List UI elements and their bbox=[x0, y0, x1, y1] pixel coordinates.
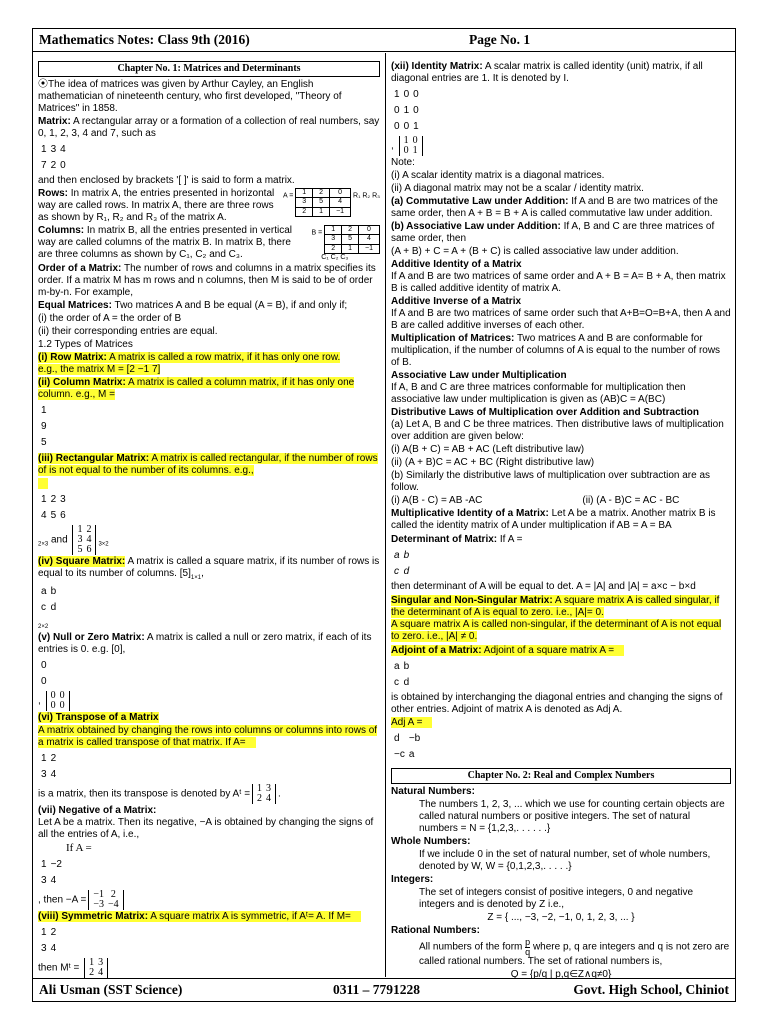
note-heading: Note: bbox=[391, 157, 415, 168]
multiplication-matrices: Multiplication of Matrices: Two matrices A and B are conformable for multiplication, if the number of columns of A is equal to the number of rows of B. bbox=[391, 333, 721, 368]
rows-diagram: A = 1 2 0 3 5 4 2 1 −1 R₁ R₂ R₃ bbox=[283, 189, 380, 215]
multiplicative-identity: Multiplicative Identity of a Matrix: Let A be a matrix. Another matrix B is called the identity matrix of A under multiplication if AB = A = BA bbox=[391, 508, 716, 531]
columns-diagram: B = 1 2 0 3 5 4 2 1 −1 C₁ C₂ C₃ bbox=[312, 225, 380, 263]
left-column: Chapter No. 1: Matrices and Determinants ⦿The idea of matrices was given by Arthur Cayley, an English mathematician of nineteenth century, who first developed, "Theory of Matrices" in 1858. Matrix: A rectangular array or a formation of a collection of real numbers, say 0, 1, 2, 3, 4 and 7, such as 1 3 4 7 2 0 and then enclosed by brackets '[ ]' is said to form a matrix. Rows: In matrix A, the entries presented in horizontal way are called rows. In matrix A, there are three rows as shown by R₁, R₂ and R₃ of the matrix A. A = 1 2 0 3 5 4 2 1 −1 R₁ R₂ R₃ Columns: In matrix B, all the entries presented in vertical way are called columns of the matrix B. In matrix B, there are three columns as shown by C₁, C₂ and C₃. B = 1 2 0 3 5 4 2 1 −1 C₁ C₂ C₃ Order of a Matrix: The number of rows and columns in a matrix specifies its order. If a matrix M has m rows and n columns, then M is said to be of order m-by-n. For example, Equal Matrices: Two matrices A and B be equal (A = B), if and only if; (i) the order of A = the order of B (ii) their corresponding entries are equal. 1.2 Types of Matrices (i) Row Matrix: A matrix is called a row matrix, if it has only one row. e.g., the matrix M = [2 −1 7] (ii) Column Matrix: A matrix is called a column matrix, if it has only one column. e.g., M = 1 9 5 (iii) Rectangular Matrix: A matrix is called rectangular, if the number of rows of is not equal to the number of its columns. e.g., 1 2 3 4 5 6 $_{2\times 3}$ and 1 2 3 4 5 6 $_{3\times 2}$ (iv) Square Matrix: A matrix is called a square matrix, if its number of rows is equal to its number of columns. $[5]_{1\times 1}$, a b c d $_{2\times 2}$ (v) Null or Zero Matrix: A matrix is called a null or zero matrix, if each of its entries is 0. e.g. [0], 0 0 , 0 0 0 0 (vi) Transpose of a Matrix A matrix obtained by changing the rows into columns or columns into rows of a matrix is called transpose of that matrix. If A= 1 2 3 4 is a matrix, then its transpose is denoted by Aᵗ = 1 3 2 4 . (vii) Negative of a Matrix: Let A be a matrix. Then its negative, −A is obtained by changing the signs of all the entries of A, i.e., If A = 1 −2 3 4 , then −A = −1 2 −3 −4 (viii) Symmetric Matrix: A square matrix A is symmetric, if Aᵗ= A. If M= 1 2 3 4 then Mᵗ = 1 3 2 4 bbox=[38, 61, 380, 979]
symmetric-matrix: (viii) Symmetric Matrix: A square matrix A is symmetric, if Aᵗ= A. If M= bbox=[38, 911, 380, 923]
header-title: Mathematics Notes: Class 9th (2016) bbox=[39, 32, 250, 47]
notes-page bbox=[32, 28, 736, 1002]
column-matrix: (ii) Column Matrix: A matrix is called a column matrix, if it has only one column. e.g., M = bbox=[38, 376, 355, 400]
commutative-law: (a) Commutative Law under Addition: If A and B are two matrices of the same order, then A + B = B + A is called commutative law under addition. bbox=[391, 196, 718, 219]
column-divider bbox=[385, 53, 386, 977]
matrix-label: Matrix: bbox=[38, 116, 71, 127]
negative-example: If A = bbox=[66, 841, 92, 854]
additive-identity: Additive Identity of a Matrix If A and B are two matrices of same order and A + B = A= B + A, then matrix B is called additive identity of matrix A. bbox=[391, 259, 726, 294]
chapter-1-title: Chapter No. 1: Matrices and Determinants bbox=[38, 61, 380, 77]
integers: Integers: bbox=[391, 874, 434, 885]
associative-law-addition: (b) Associative Law under Addition: If A, B and C are three matrices of same order, then bbox=[391, 221, 715, 244]
rational-numbers: Rational Numbers: bbox=[391, 925, 480, 936]
adjoint-matrix: Adjoint of a Matrix: Adjoint of a square matrix A = bbox=[391, 645, 731, 657]
rectangular-matrix: (iii) Rectangular Matrix: A matrix is called rectangular, if the number of rows of is not equal to the number of its columns. e.g., bbox=[38, 452, 378, 476]
natural-numbers: Natural Numbers: bbox=[391, 786, 475, 797]
columns-section: Columns: In matrix B, all the entries presented in vertical way are called columns of the matrix B. In matrix B, there are three columns as shown by C₁, C₂ and C₃. B = 1 2 0 3 5 4 2 1 −1 C₁ C₂ C₃ bbox=[38, 225, 380, 263]
associative-law-multiplication: Associative Law under Multiplication If A, B and C are three matrices conformable for multiplication then associative law under multiplication is given as (AB)C = A(BC) bbox=[391, 370, 686, 405]
transpose-heading: (vi) Transpose of a Matrix bbox=[38, 711, 159, 723]
matrix-definition: Matrix: A rectangular array or a formation of a collection of real numbers, say 0, 1, 2, 3, 4 and 7, such as bbox=[38, 116, 380, 139]
footer-author: Ali Usman (SST Science) bbox=[39, 982, 183, 997]
singular-matrix: Singular and Non-Singular Matrix: A square matrix A is called singular, if the determinant of A is equal to zero. i.e., |A|= 0. A square matrix A is called non-singular, if the determinant of A is not equal to zero. i.e., |A| ≠ 0. bbox=[391, 595, 722, 642]
order-definition: Order of a Matrix: The number of rows and columns in a matrix specifies its order. If a matrix M has m rows and n columns, then M is said to be of order m-by-n. For example, bbox=[38, 262, 376, 298]
row-matrix: (i) Row Matrix: A matrix is called a row matrix, if it has only one row. e.g., the matrix M = [2 −1 7] bbox=[38, 351, 341, 375]
transpose-text: A matrix obtained by changing the rows into columns or columns into rows of a matrix is called transpose of that matrix. If A= bbox=[38, 724, 378, 748]
right-column: (xii) Identity Matrix: A scalar matrix is called identity (unit) matrix, if all diagonal entries are 1. It is denoted by I. 1 0 0 0 1 0 0 0 1 , 1 0 0 1 Note: (i) A scalar identity matrix is a diagonal matrices. (ii) A diagonal matrix may not be a scalar / identity matrix. (a) Commutative Law under Addition: If A and B are two matrices of the same order, then A + B = B + A is called commutative law under addition. (b) Associative Law under Addition: If A, B and C are three matrices of same order, then (A + B) + C = A + (B + C) is called associative law under addition. Additive Identity of a Matrix If A and B are two matrices of same order and A + B = A= B + A, then matrix B is called additive identity of matrix A. Additive Inverse of a Matrix If A and B are two matrices of same order such that A+B=O=B+A, then A and B are called additive inverses of each other. Multiplication of Matrices: Two matrices A and B are conformable for multiplication, if the number of columns of A is equal to the number of rows of B. Associative Law under Multiplication If A, B and C are three matrices conformable for multiplication then associative law under multiplication is given as (AB)C = A(BC) Distributive Laws of Multiplication over Addition and Subtraction (a) Let A, B and C be three matrices. Then distributive laws of multiplication over addition are given below: (i) A(B + C) = AB + AC (Left distributive law) (ii) (A + B)C = AC + BC (Right distributive law) (b) Similarly the distributive laws of multiplication over subtraction are as follow. (i) A(B - C) = AB -AC (ii) (A - B)C = AC - BC Multiplicative Identity of a Matrix: Let A be a matrix. Another matrix B is called the identity matrix of A under multiplication if AB = A = BA Determinant of Matrix: If A = a b c d then determinant of A will be equal to det. A = |A| and |A| = a×c − b×d Singular and Non-Singular Matrix: A square matrix A is called singular, if the determinant of A is equal to zero. i.e., |A|= 0. A square matrix A is called non-singular, if the determinant of A is not equal to zero. i.e., |A| ≠ 0. Adjoint of a Matrix: Adjoint of a square matrix A = a b c d is obtained by interchanging the diagonal entries and changing the signs of other entries. Adjoint of matrix A is denoted as Adj A. Adj A = d −b −c a Chapter No. 2: Real and Complex Numbers Natural Numbers: The numbers 1, 2, 3, ... which we use for counting certain objects are called natural numbers or positive integers. The set of natural numbers = N = {1,2,3,. . . . . .} Whole Numbers: If we include 0 in the set of natural number, set of whole numbers, denoted by W, W = {0,1,2,3,. . . . .} Integers: The set of integers consist of positive integers, 0 and negative integers and is denoted by Z i.e., Z = { ..., −3, −2, −1, 0, 1, 2, 3, ... } Rational Numbers: All numbers of the form $\frac{p}{q}$ where p, q are integers and q is not zero are called rational numbers. The set of rational numbers is, Q = {p/q | p,q∈Z∧q≠0} bbox=[391, 61, 731, 979]
determinant: Determinant of Matrix: If A = bbox=[391, 534, 523, 545]
equal-condition-ii: (ii) their corresponding entries are equal. bbox=[38, 325, 218, 337]
chapter-2-title: Chapter No. 2: Real and Complex Numbers bbox=[391, 768, 731, 784]
rows-section: Rows: In matrix A, the entries presented in horizontal way are called rows. In matrix A, there are three rows as shown by R₁, R₂ and R₃ of the matrix A. A = 1 2 0 3 5 4 2 1 −1 R₁ R₂ R₃ bbox=[38, 188, 380, 223]
whole-numbers: Whole Numbers: bbox=[391, 836, 471, 847]
page-footer bbox=[33, 978, 735, 1001]
page-header bbox=[33, 29, 735, 52]
additive-inverse: Additive Inverse of a Matrix If A and B are two matrices of same order such that A+B=O=B+A, then A and B are called additive inverses of each other. bbox=[391, 296, 731, 331]
equal-definition: Equal Matrices: Two matrices A and B be equal (A = B), if and only if; bbox=[38, 299, 348, 311]
equal-condition-i: (i) the order of A = the order of B bbox=[38, 312, 182, 324]
null-matrix: (v) Null or Zero Matrix: A matrix is called a null or zero matrix, if each of its entries is 0. e.g. [0], bbox=[38, 631, 372, 655]
footer-phone: 0311 – 7791228 bbox=[333, 982, 421, 997]
negative-matrix: (vii) Negative of a Matrix: Let A be a matrix. Then its negative, −A is obtained by changing the signs of all the entries of A, i.e., bbox=[38, 804, 374, 840]
intro-text: ⦿The idea of matrices was given by Arthur Cayley, an English mathematician of nineteenth century, who first developed, "Theory of Matrices" in 1858. bbox=[38, 79, 342, 114]
square-matrix: (iv) Square Matrix: A matrix is called a square matrix, if its number of rows is equal to its number of columns. $[5]_{1\times 1}$, bbox=[38, 555, 380, 581]
footer-school: Govt. High School, Chiniot bbox=[573, 982, 729, 997]
distributive-laws: Distributive Laws of Multiplication over Addition and Subtraction (a) Let A, B and C be three matrices. Then distributive laws of multiplication over addition are given below: bbox=[391, 407, 724, 442]
types-heading: 1.2 Types of Matrices bbox=[38, 338, 133, 350]
header-page-number: Page No. 1 bbox=[469, 32, 531, 47]
identity-matrix: (xii) Identity Matrix: A scalar matrix is called identity (unit) matrix, if all diagonal entries are 1. It is denoted by I. bbox=[391, 61, 703, 84]
